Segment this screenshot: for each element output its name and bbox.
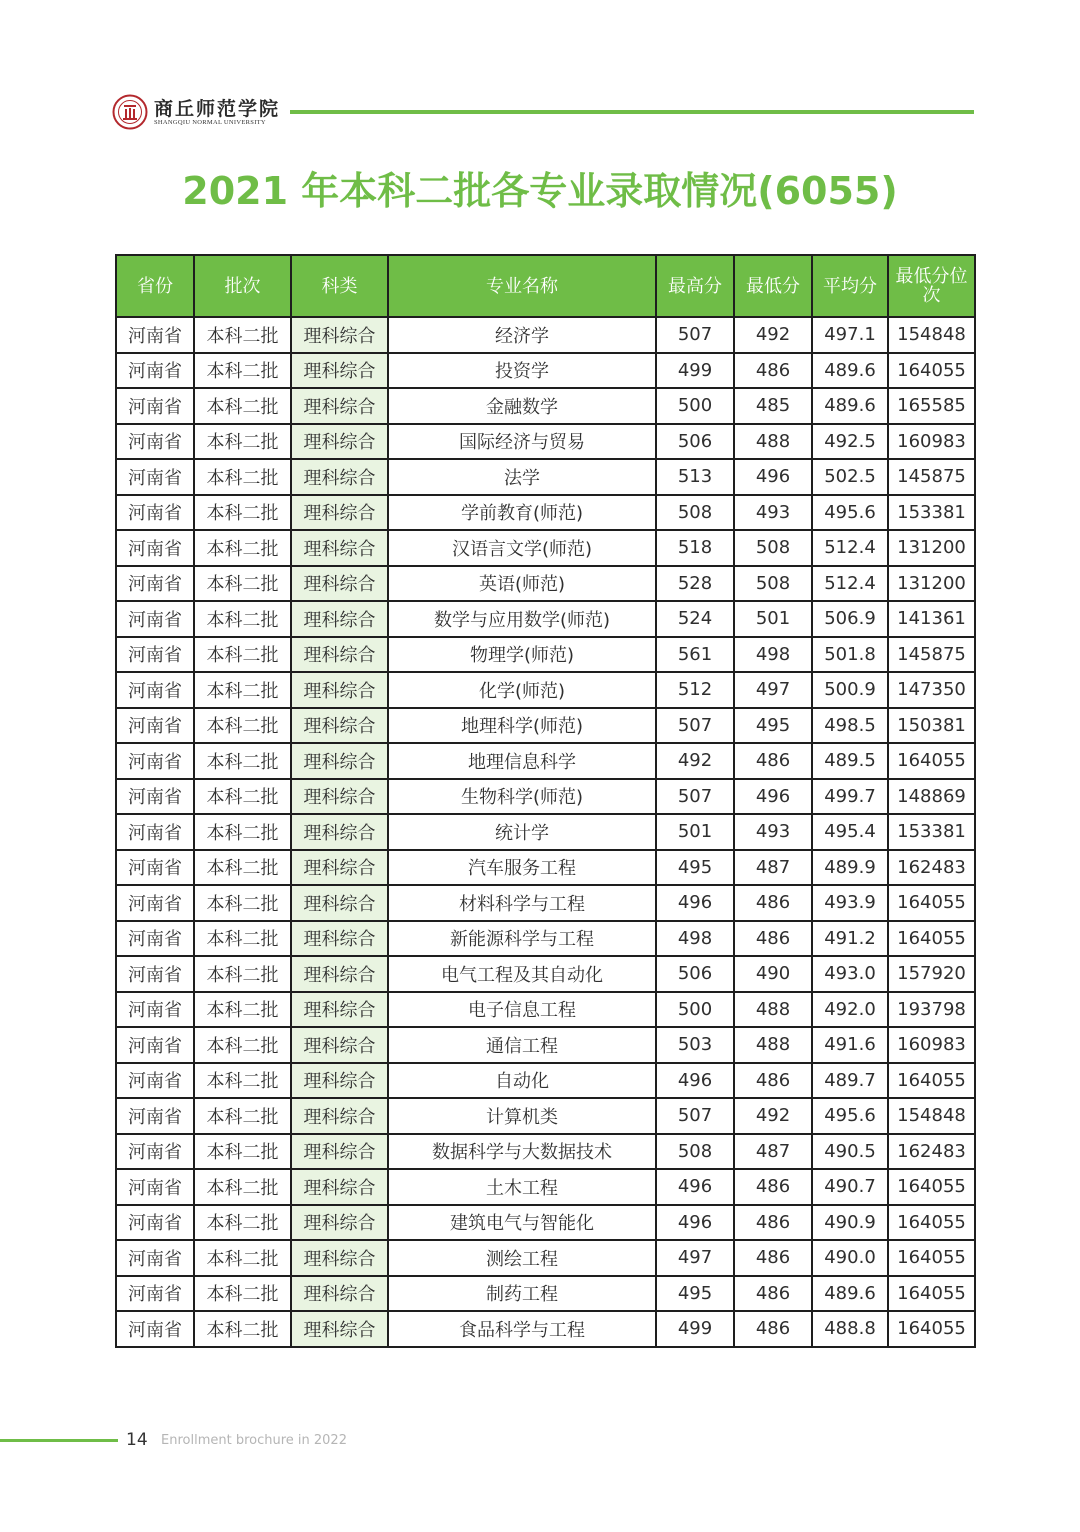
table-row — [116, 388, 975, 424]
max-score-cell: 513 — [656, 459, 734, 495]
table-row — [116, 885, 975, 921]
category-cell: 理科综合 — [291, 495, 388, 531]
min-score-cell: 486 — [734, 885, 812, 921]
header-province: 省份 — [116, 255, 194, 317]
category-cell: 理科综合 — [291, 885, 388, 921]
header-min-rank: 最低分位次 — [888, 255, 975, 317]
min-rank-cell: 145875 — [888, 459, 975, 495]
min-rank-cell: 154848 — [888, 1098, 975, 1134]
category-cell: 理科综合 — [291, 388, 388, 424]
min-score-cell: 486 — [734, 1311, 812, 1347]
min-rank-cell: 157920 — [888, 956, 975, 992]
province-cell: 河南省 — [116, 672, 194, 708]
category-cell: 理科综合 — [291, 566, 388, 602]
admission-table — [115, 254, 976, 1348]
province-cell: 河南省 — [116, 1134, 194, 1170]
min-score-cell: 487 — [734, 850, 812, 886]
min-score-cell: 486 — [734, 743, 812, 779]
min-rank-cell: 131200 — [888, 530, 975, 566]
max-score-cell: 500 — [656, 992, 734, 1028]
max-score-cell: 508 — [656, 495, 734, 531]
category-cell: 理科综合 — [291, 743, 388, 779]
min-score-cell: 496 — [734, 779, 812, 815]
avg-score-cell: 488.8 — [812, 1311, 888, 1347]
avg-score-cell: 489.6 — [812, 353, 888, 389]
batch-cell: 本科二批 — [194, 956, 291, 992]
avg-score-cell: 491.2 — [812, 921, 888, 957]
major-cell: 电气工程及其自动化 — [388, 956, 656, 992]
header-min-score: 最低分 — [734, 255, 812, 317]
min-score-cell: 485 — [734, 388, 812, 424]
province-cell: 河南省 — [116, 353, 194, 389]
min-rank-cell: 164055 — [888, 353, 975, 389]
batch-cell: 本科二批 — [194, 779, 291, 815]
min-rank-cell: 160983 — [888, 1027, 975, 1063]
major-cell: 汉语言文学(师范) — [388, 530, 656, 566]
major-cell: 自动化 — [388, 1063, 656, 1099]
min-score-cell: 486 — [734, 921, 812, 957]
province-cell: 河南省 — [116, 388, 194, 424]
category-cell: 理科综合 — [291, 1276, 388, 1312]
min-score-cell: 495 — [734, 708, 812, 744]
batch-cell: 本科二批 — [194, 921, 291, 957]
avg-score-cell: 498.5 — [812, 708, 888, 744]
major-cell: 统计学 — [388, 814, 656, 850]
table-row — [116, 743, 975, 779]
batch-cell: 本科二批 — [194, 424, 291, 460]
avg-score-cell: 512.4 — [812, 566, 888, 602]
min-rank-cell: 164055 — [888, 1063, 975, 1099]
max-score-cell: 561 — [656, 637, 734, 673]
table-row — [116, 317, 975, 353]
province-cell: 河南省 — [116, 1063, 194, 1099]
batch-cell: 本科二批 — [194, 1205, 291, 1241]
avg-score-cell: 489.6 — [812, 1276, 888, 1312]
province-cell: 河南省 — [116, 885, 194, 921]
avg-score-cell: 495.6 — [812, 495, 888, 531]
category-cell: 理科综合 — [291, 921, 388, 957]
category-cell: 理科综合 — [291, 353, 388, 389]
province-cell: 河南省 — [116, 921, 194, 957]
category-cell: 理科综合 — [291, 956, 388, 992]
batch-cell: 本科二批 — [194, 672, 291, 708]
min-score-cell: 501 — [734, 601, 812, 637]
avg-score-cell: 489.7 — [812, 1063, 888, 1099]
min-rank-cell: 164055 — [888, 1240, 975, 1276]
min-score-cell: 496 — [734, 459, 812, 495]
category-cell: 理科综合 — [291, 672, 388, 708]
major-cell: 新能源科学与工程 — [388, 921, 656, 957]
major-cell: 金融数学 — [388, 388, 656, 424]
province-cell: 河南省 — [116, 1027, 194, 1063]
max-score-cell: 512 — [656, 672, 734, 708]
min-rank-cell: 154848 — [888, 317, 975, 353]
table-row — [116, 1205, 975, 1241]
batch-cell: 本科二批 — [194, 566, 291, 602]
category-cell: 理科综合 — [291, 637, 388, 673]
province-cell: 河南省 — [116, 530, 194, 566]
max-score-cell: 497 — [656, 1240, 734, 1276]
batch-cell: 本科二批 — [194, 601, 291, 637]
avg-score-cell: 495.4 — [812, 814, 888, 850]
province-cell: 河南省 — [116, 992, 194, 1028]
max-score-cell: 524 — [656, 601, 734, 637]
table-row — [116, 956, 975, 992]
max-score-cell: 506 — [656, 424, 734, 460]
province-cell: 河南省 — [116, 1240, 194, 1276]
avg-score-cell: 490.9 — [812, 1205, 888, 1241]
batch-cell: 本科二批 — [194, 530, 291, 566]
province-cell: 河南省 — [116, 459, 194, 495]
table-row — [116, 1134, 975, 1170]
major-cell: 数学与应用数学(师范) — [388, 601, 656, 637]
min-score-cell: 488 — [734, 424, 812, 460]
major-cell: 国际经济与贸易 — [388, 424, 656, 460]
major-cell: 地理信息科学 — [388, 743, 656, 779]
min-score-cell: 486 — [734, 1169, 812, 1205]
min-score-cell: 508 — [734, 566, 812, 602]
min-rank-cell: 164055 — [888, 1311, 975, 1347]
min-rank-cell: 164055 — [888, 1169, 975, 1205]
max-score-cell: 503 — [656, 1027, 734, 1063]
avg-score-cell: 489.5 — [812, 743, 888, 779]
table-header-row — [116, 255, 975, 317]
category-cell: 理科综合 — [291, 459, 388, 495]
page-number: 14 — [126, 1430, 148, 1450]
table-row — [116, 1098, 975, 1134]
major-cell: 投资学 — [388, 353, 656, 389]
major-cell: 化学(师范) — [388, 672, 656, 708]
min-score-cell: 488 — [734, 1027, 812, 1063]
avg-score-cell: 502.5 — [812, 459, 888, 495]
table-row — [116, 353, 975, 389]
logo-english-name: SHANGQIU NORMAL UNIVERSITY — [154, 119, 266, 126]
batch-cell: 本科二批 — [194, 459, 291, 495]
footer-divider — [0, 1439, 118, 1442]
category-cell: 理科综合 — [291, 814, 388, 850]
category-cell: 理科综合 — [291, 1098, 388, 1134]
category-cell: 理科综合 — [291, 1169, 388, 1205]
min-rank-cell: 162483 — [888, 850, 975, 886]
min-score-cell: 490 — [734, 956, 812, 992]
min-rank-cell: 153381 — [888, 495, 975, 531]
min-rank-cell: 150381 — [888, 708, 975, 744]
max-score-cell: 496 — [656, 1063, 734, 1099]
table-row — [116, 1240, 975, 1276]
batch-cell: 本科二批 — [194, 1063, 291, 1099]
avg-score-cell: 499.7 — [812, 779, 888, 815]
max-score-cell: 496 — [656, 1205, 734, 1241]
major-cell: 数据科学与大数据技术 — [388, 1134, 656, 1170]
header-avg-score: 平均分 — [812, 255, 888, 317]
province-cell: 河南省 — [116, 424, 194, 460]
category-cell: 理科综合 — [291, 1311, 388, 1347]
max-score-cell: 495 — [656, 1276, 734, 1312]
batch-cell: 本科二批 — [194, 1134, 291, 1170]
category-cell: 理科综合 — [291, 708, 388, 744]
header-category: 科类 — [291, 255, 388, 317]
table-row — [116, 1063, 975, 1099]
table-row — [116, 1169, 975, 1205]
min-rank-cell: 164055 — [888, 743, 975, 779]
max-score-cell: 498 — [656, 921, 734, 957]
min-score-cell: 493 — [734, 814, 812, 850]
university-seal-icon — [112, 94, 148, 130]
min-rank-cell: 145875 — [888, 637, 975, 673]
min-rank-cell: 147350 — [888, 672, 975, 708]
batch-cell: 本科二批 — [194, 1311, 291, 1347]
min-rank-cell: 164055 — [888, 921, 975, 957]
min-score-cell: 486 — [734, 353, 812, 389]
major-cell: 法学 — [388, 459, 656, 495]
min-score-cell: 486 — [734, 1240, 812, 1276]
min-score-cell: 486 — [734, 1063, 812, 1099]
min-rank-cell: 160983 — [888, 424, 975, 460]
max-score-cell: 495 — [656, 850, 734, 886]
province-cell: 河南省 — [116, 317, 194, 353]
header-max-score: 最高分 — [656, 255, 734, 317]
batch-cell: 本科二批 — [194, 743, 291, 779]
avg-score-cell: 495.6 — [812, 1098, 888, 1134]
major-cell: 电子信息工程 — [388, 992, 656, 1028]
min-rank-cell: 153381 — [888, 814, 975, 850]
min-rank-cell: 131200 — [888, 566, 975, 602]
province-cell: 河南省 — [116, 1205, 194, 1241]
province-cell: 河南省 — [116, 743, 194, 779]
avg-score-cell: 512.4 — [812, 530, 888, 566]
category-cell: 理科综合 — [291, 1205, 388, 1241]
min-rank-cell: 141361 — [888, 601, 975, 637]
page-header — [112, 92, 974, 132]
major-cell: 物理学(师范) — [388, 637, 656, 673]
min-rank-cell: 164055 — [888, 885, 975, 921]
max-score-cell: 508 — [656, 1134, 734, 1170]
province-cell: 河南省 — [116, 1276, 194, 1312]
avg-score-cell: 500.9 — [812, 672, 888, 708]
avg-score-cell: 489.6 — [812, 388, 888, 424]
batch-cell: 本科二批 — [194, 1169, 291, 1205]
avg-score-cell: 493.0 — [812, 956, 888, 992]
table-row — [116, 1276, 975, 1312]
major-cell: 通信工程 — [388, 1027, 656, 1063]
max-score-cell: 518 — [656, 530, 734, 566]
batch-cell: 本科二批 — [194, 353, 291, 389]
major-cell: 经济学 — [388, 317, 656, 353]
max-score-cell: 528 — [656, 566, 734, 602]
major-cell: 土木工程 — [388, 1169, 656, 1205]
min-rank-cell: 148869 — [888, 779, 975, 815]
category-cell: 理科综合 — [291, 317, 388, 353]
logo-chinese-name: 商丘师范学院 — [154, 98, 281, 120]
min-rank-cell: 162483 — [888, 1134, 975, 1170]
category-cell: 理科综合 — [291, 992, 388, 1028]
min-score-cell: 488 — [734, 992, 812, 1028]
avg-score-cell: 492.5 — [812, 424, 888, 460]
batch-cell: 本科二批 — [194, 1098, 291, 1134]
avg-score-cell: 506.9 — [812, 601, 888, 637]
min-rank-cell: 164055 — [888, 1276, 975, 1312]
table-row — [116, 708, 975, 744]
max-score-cell: 496 — [656, 885, 734, 921]
major-cell: 英语(师范) — [388, 566, 656, 602]
avg-score-cell: 492.0 — [812, 992, 888, 1028]
min-score-cell: 493 — [734, 495, 812, 531]
page-title: 2021 年本科二批各专业录取情况(6055) — [182, 169, 898, 213]
batch-cell: 本科二批 — [194, 388, 291, 424]
category-cell: 理科综合 — [291, 850, 388, 886]
batch-cell: 本科二批 — [194, 814, 291, 850]
max-score-cell: 507 — [656, 708, 734, 744]
min-score-cell: 486 — [734, 1276, 812, 1312]
table-row — [116, 672, 975, 708]
province-cell: 河南省 — [116, 637, 194, 673]
province-cell: 河南省 — [116, 601, 194, 637]
province-cell: 河南省 — [116, 1098, 194, 1134]
major-cell: 制药工程 — [388, 1276, 656, 1312]
major-cell: 材料科学与工程 — [388, 885, 656, 921]
max-score-cell: 506 — [656, 956, 734, 992]
table-row — [116, 1027, 975, 1063]
category-cell: 理科综合 — [291, 779, 388, 815]
major-cell: 食品科学与工程 — [388, 1311, 656, 1347]
province-cell: 河南省 — [116, 566, 194, 602]
min-rank-cell: 165585 — [888, 388, 975, 424]
category-cell: 理科综合 — [291, 601, 388, 637]
avg-score-cell: 490.0 — [812, 1240, 888, 1276]
major-cell: 汽车服务工程 — [388, 850, 656, 886]
header-divider — [290, 110, 974, 114]
batch-cell: 本科二批 — [194, 885, 291, 921]
table-row — [116, 1311, 975, 1347]
category-cell: 理科综合 — [291, 1027, 388, 1063]
batch-cell: 本科二批 — [194, 708, 291, 744]
avg-score-cell: 501.8 — [812, 637, 888, 673]
table-row — [116, 530, 975, 566]
category-cell: 理科综合 — [291, 530, 388, 566]
batch-cell: 本科二批 — [194, 1027, 291, 1063]
major-cell: 学前教育(师范) — [388, 495, 656, 531]
min-score-cell: 486 — [734, 1205, 812, 1241]
major-cell: 建筑电气与智能化 — [388, 1205, 656, 1241]
category-cell: 理科综合 — [291, 424, 388, 460]
min-score-cell: 497 — [734, 672, 812, 708]
avg-score-cell: 491.6 — [812, 1027, 888, 1063]
province-cell: 河南省 — [116, 1169, 194, 1205]
table-row — [116, 637, 975, 673]
batch-cell: 本科二批 — [194, 1240, 291, 1276]
province-cell: 河南省 — [116, 779, 194, 815]
avg-score-cell: 497.1 — [812, 317, 888, 353]
table-row — [116, 814, 975, 850]
max-score-cell: 507 — [656, 779, 734, 815]
max-score-cell: 507 — [656, 317, 734, 353]
batch-cell: 本科二批 — [194, 1276, 291, 1312]
max-score-cell: 500 — [656, 388, 734, 424]
table-row — [116, 566, 975, 602]
table-row — [116, 921, 975, 957]
table-row — [116, 850, 975, 886]
major-cell: 计算机类 — [388, 1098, 656, 1134]
batch-cell: 本科二批 — [194, 495, 291, 531]
category-cell: 理科综合 — [291, 1134, 388, 1170]
province-cell: 河南省 — [116, 956, 194, 992]
major-cell: 地理科学(师范) — [388, 708, 656, 744]
min-rank-cell: 193798 — [888, 992, 975, 1028]
table-row — [116, 424, 975, 460]
max-score-cell: 492 — [656, 743, 734, 779]
avg-score-cell: 490.5 — [812, 1134, 888, 1170]
max-score-cell: 499 — [656, 1311, 734, 1347]
min-score-cell: 498 — [734, 637, 812, 673]
max-score-cell: 501 — [656, 814, 734, 850]
province-cell: 河南省 — [116, 1311, 194, 1347]
table-row — [116, 459, 975, 495]
table-row — [116, 495, 975, 531]
header-major-name: 专业名称 — [388, 255, 656, 317]
table-row — [116, 601, 975, 637]
category-cell: 理科综合 — [291, 1063, 388, 1099]
footer-text: Enrollment brochure in 2022 — [161, 1433, 347, 1448]
min-score-cell: 487 — [734, 1134, 812, 1170]
category-cell: 理科综合 — [291, 1240, 388, 1276]
min-rank-cell: 164055 — [888, 1205, 975, 1241]
province-cell: 河南省 — [116, 850, 194, 886]
table-row — [116, 779, 975, 815]
batch-cell: 本科二批 — [194, 317, 291, 353]
batch-cell: 本科二批 — [194, 992, 291, 1028]
province-cell: 河南省 — [116, 708, 194, 744]
max-score-cell: 496 — [656, 1169, 734, 1205]
table-row — [116, 992, 975, 1028]
max-score-cell: 507 — [656, 1098, 734, 1134]
province-cell: 河南省 — [116, 495, 194, 531]
avg-score-cell: 493.9 — [812, 885, 888, 921]
batch-cell: 本科二批 — [194, 637, 291, 673]
major-cell: 生物科学(师范) — [388, 779, 656, 815]
min-score-cell: 492 — [734, 1098, 812, 1134]
min-score-cell: 492 — [734, 317, 812, 353]
avg-score-cell: 489.9 — [812, 850, 888, 886]
batch-cell: 本科二批 — [194, 850, 291, 886]
avg-score-cell: 490.7 — [812, 1169, 888, 1205]
province-cell: 河南省 — [116, 814, 194, 850]
max-score-cell: 499 — [656, 353, 734, 389]
major-cell: 测绘工程 — [388, 1240, 656, 1276]
header-batch: 批次 — [194, 255, 291, 317]
min-score-cell: 508 — [734, 530, 812, 566]
